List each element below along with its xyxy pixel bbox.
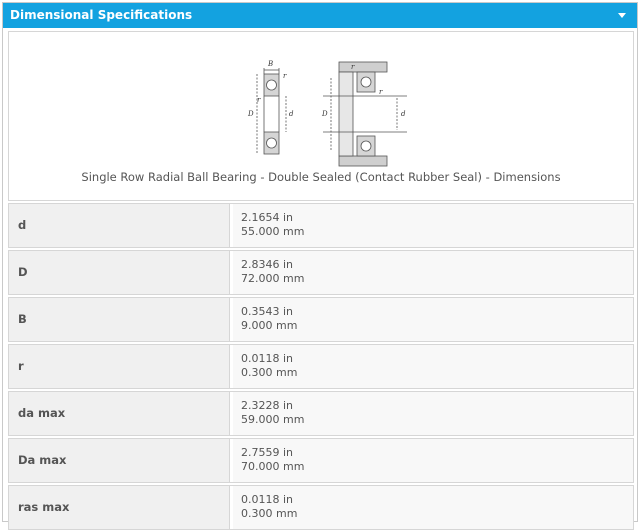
spec-imperial: 0.0118 in	[241, 493, 294, 506]
spec-label: Da max	[9, 439, 230, 482]
spec-label: da max	[9, 392, 230, 435]
label-B: B	[268, 60, 274, 68]
spec-label: B	[9, 298, 230, 341]
spec-metric: 59.000 mm	[241, 413, 305, 426]
spec-metric: 9.000 mm	[241, 319, 298, 332]
label-D: D	[248, 110, 254, 118]
label-r-a: r	[351, 63, 355, 71]
spec-imperial: 2.1654 in	[241, 211, 294, 224]
label-r-top: r	[283, 72, 287, 80]
spec-row-da-max	[8, 391, 634, 436]
label-da: d	[401, 110, 406, 118]
spec-imperial: 2.3228 in	[241, 399, 294, 412]
spec-imperial: 0.0118 in	[241, 352, 294, 365]
spec-row-r	[8, 344, 634, 389]
diagram-caption: Single Row Radial Ball Bearing - Double Sealed (Contact Rubber Seal) - Dimensions	[81, 170, 561, 184]
panel-title: Dimensional Specifications	[10, 8, 193, 22]
spec-imperial: 2.7559 in	[241, 446, 294, 459]
label-d: d	[289, 110, 294, 118]
spec-value	[233, 392, 633, 435]
spec-value	[233, 251, 633, 294]
spec-metric: 55.000 mm	[241, 225, 305, 238]
spec-value	[233, 486, 633, 529]
spec-label: d	[9, 204, 230, 247]
spec-row-ras-max	[8, 485, 634, 530]
label-Da: D	[322, 110, 328, 118]
spec-label: r	[9, 345, 230, 388]
spec-label: D	[9, 251, 230, 294]
spec-row-d	[8, 203, 634, 248]
label-r-left: r	[257, 96, 261, 104]
bearing-diagram-panel	[8, 31, 634, 201]
spec-metric: 0.300 mm	[241, 507, 298, 520]
spec-imperial: 2.8346 in	[241, 258, 294, 271]
label-r-b: r	[379, 88, 383, 96]
spec-imperial: 0.3543 in	[241, 305, 294, 318]
spec-value	[233, 204, 633, 247]
chevron-down-icon[interactable]	[615, 3, 629, 28]
panel-header[interactable]	[3, 3, 637, 28]
spec-value	[233, 345, 633, 388]
spec-value	[233, 439, 633, 482]
spec-label: ras max	[9, 486, 230, 529]
bearing-cross-section-diagram	[239, 58, 419, 170]
spec-value	[233, 298, 633, 341]
spec-metric: 72.000 mm	[241, 272, 305, 285]
spec-row-D	[8, 250, 634, 295]
spec-row-Da-max	[8, 438, 634, 483]
dimensional-specifications-panel	[2, 2, 638, 522]
spec-metric: 0.300 mm	[241, 366, 298, 379]
spec-row-B	[8, 297, 634, 342]
spec-metric: 70.000 mm	[241, 460, 305, 473]
